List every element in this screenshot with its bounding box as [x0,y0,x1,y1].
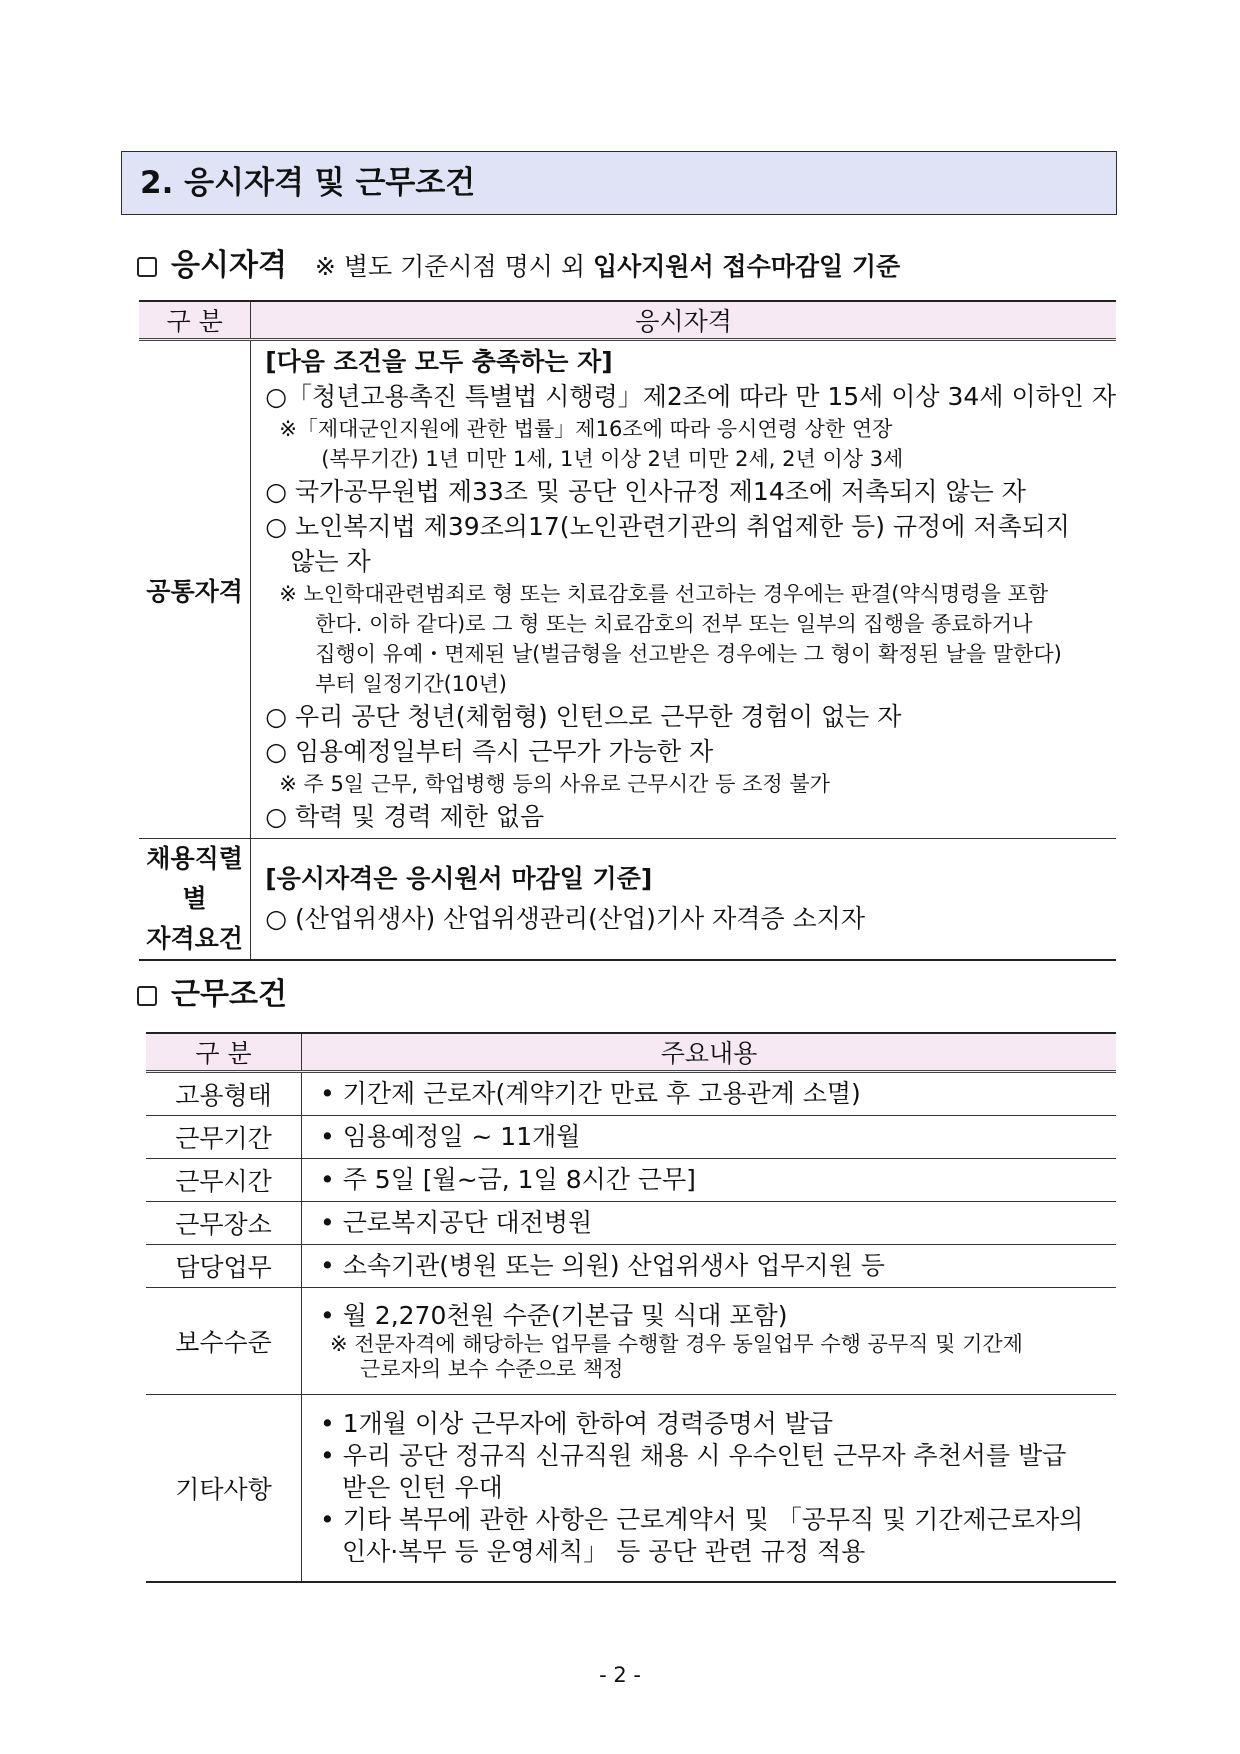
qualification-heading [137,249,900,284]
row-label: 근무기간 [146,1116,302,1159]
value-line: • 기간제 근로자(계약기간 만료 후 고용관계 소멸) [320,1079,861,1108]
conditions-title: 근무조건 [171,977,287,1012]
job-requirement-label [139,839,251,961]
row-value [302,1395,1117,1583]
row-label: 담당업무 [146,1245,302,1288]
row-value [302,1202,1117,1245]
section-title: 2. 응시자격 및 근무조건 [121,151,1117,215]
list-item: ○ (산업위생사) 산업위생관리(산업)기사 자격증 소지자 [265,904,865,933]
job-label-line: 자격요건 [146,924,243,953]
table-row [146,1159,1116,1202]
row-label: 근무장소 [146,1202,302,1245]
checkbox-square-icon [137,986,157,1006]
table-row [146,1288,1116,1395]
common-qualification-label: 공통자격 [139,340,251,839]
checkbox-square-icon [137,257,157,277]
value-line: ※ 전문자격에 해당하는 업무를 수행할 경우 동일업무 수행 공무직 및 기간제 [330,1332,1023,1356]
row-value [302,1159,1117,1202]
value-line: • 월 2,270천원 수준(기본급 및 식대 포함) [320,1301,788,1330]
list-item: ○ 학력 및 경력 제한 없음 [265,802,545,831]
value-line: • 소속기관(병원 또는 의원) 산업위생사 업무지원 등 [320,1251,885,1280]
row-value [302,1072,1117,1116]
row-label: 보수수준 [146,1288,302,1395]
value-line: • 근로복지공단 대전병원 [320,1208,593,1237]
list-item: ○ 임용예정일부터 즉시 근무가 가능한 자 [265,737,714,766]
page-number: - 2 - [599,1663,641,1687]
table-row [139,839,1116,961]
list-item: ※ 주 5일 근무, 학업병행 등의 사유로 근무시간 등 조정 불가 [279,772,830,796]
list-item: ○「청년고용촉진 특별법 시행령」제2조에 따라 만 15세 이상 34세 이하인 자 [265,382,1116,411]
job-requirement-content [251,839,1116,961]
header-qualification: 응시자격 [251,301,1116,340]
table-row [146,1116,1116,1159]
value-line: 인사·복무 등 운영세칙」 등 공단 관련 규정 적용 [342,1537,866,1566]
list-item: ※ 노인학대관련범죄로 형 또는 치료감호를 선고하는 경우에는 판결(약식명령을 포함 [279,582,1049,606]
value-line: • 1개월 이상 근무자에 한하여 경력증명서 발급 [320,1409,834,1438]
row-value [302,1288,1117,1395]
value-line: • 주 5일 [월~금, 1일 8시간 근무] [320,1165,696,1194]
table-row [139,340,1116,839]
list-item: [다음 조건을 모두 충족하는 자] [265,347,613,376]
table-row [146,1072,1116,1116]
value-line: • 기타 복무에 관한 사항은 근로계약서 및 「공무직 및 기간제근로자의 [320,1505,1084,1534]
table-row [146,1202,1116,1245]
conditions-table [146,1032,1116,1583]
list-item: ○ 국가공무원법 제33조 및 공단 인사규정 제14조에 저촉되지 않는 자 [265,477,1026,506]
qualification-title: 응시자격 [171,248,287,283]
list-item: ※「제대군인지원에 관한 법률」제16조에 따라 응시연령 상한 연장 [279,417,893,441]
value-line: 근로자의 보수 수준으로 책정 [360,1357,624,1381]
job-label-line: 채용직렬별 [146,844,243,913]
value-line: • 임용예정일 ~ 11개월 [320,1122,581,1151]
value-line: 받은 인턴 우대 [342,1473,503,1502]
row-label: 고용형태 [146,1072,302,1116]
header-category: 구 분 [146,1033,302,1072]
value-line: • 우리 공단 정규직 신규직원 채용 시 우수인턴 근무자 추천서를 발급 [320,1441,1067,1470]
list-item: 한다. 이하 같다)로 그 형 또는 치료감호의 전부 또는 일부의 집행을 종료하거나 [315,612,1033,636]
table-header-row [139,301,1116,340]
list-item: ○ 노인복지법 제39조의17(노인관련기관의 취업제한 등) 규정에 저촉되지 [265,512,1070,541]
list-item: ○ 우리 공단 청년(체험형) 인턴으로 근무한 경험이 없는 자 [265,702,902,731]
table-row [146,1395,1116,1583]
qualification-note: ※ 별도 기준시점 명시 외 입사지원서 접수마감일 기준 [314,252,901,281]
table-row [146,1245,1116,1288]
list-item: 집행이 유예・면제된 날(벌금형을 선고받은 경우에는 그 형이 확정된 날을 말한다) [315,642,1062,666]
header-category: 구 분 [139,301,251,340]
list-item: (복무기간) 1년 미만 1세, 1년 이상 2년 미만 2세, 2년 이상 3세 [321,447,904,471]
row-value [302,1245,1117,1288]
list-item: 않는 자 [290,547,371,576]
conditions-heading [137,978,287,1013]
common-qualification-content [251,340,1116,839]
qualification-table [139,300,1116,961]
row-label: 근무시간 [146,1159,302,1202]
table-header-row [146,1033,1116,1072]
list-item: 부터 일정기간(10년) [315,672,508,696]
row-label: 기타사항 [146,1395,302,1583]
header-content: 주요내용 [302,1033,1117,1072]
list-item: [응시자격은 응시원서 마감일 기준] [265,864,653,893]
row-value [302,1116,1117,1159]
